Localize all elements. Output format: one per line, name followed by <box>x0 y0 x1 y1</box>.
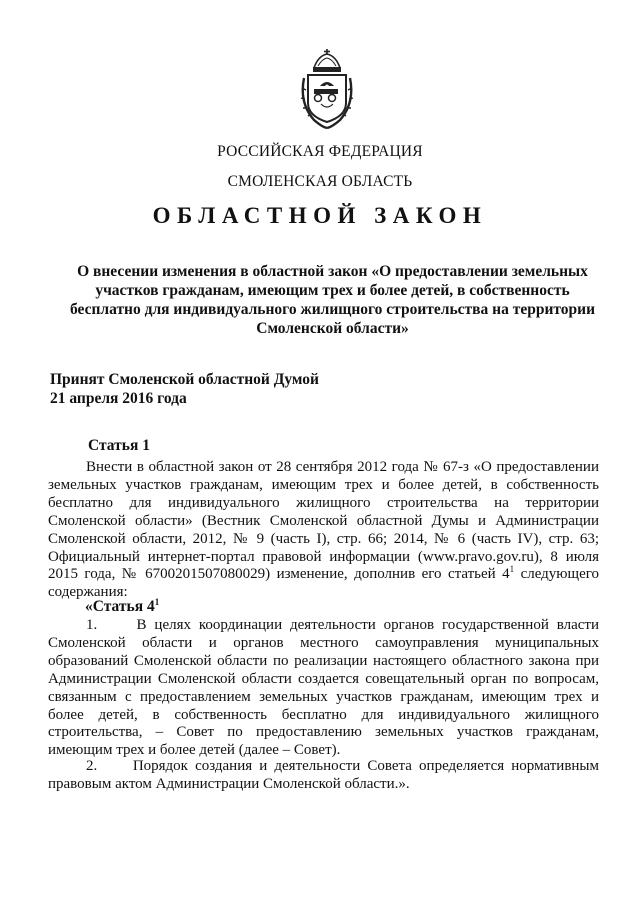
article-1-heading: Статья 1 <box>88 437 150 454</box>
country-name: РОССИЙСКАЯ ФЕДЕРАЦИЯ <box>217 143 423 160</box>
new-article-heading-sup: 1 <box>154 596 160 607</box>
adoption-date: 21 апреля 2016 года <box>50 390 187 407</box>
law-title: О внесении изменения в областной закон «О предоставлении земельных участков гражданам, имеющим трех и более детей, в собственность бесплатно для индивидуального жилищного строительства на территории Смоленской области» <box>69 263 596 337</box>
region-name: СМОЛЕНСКАЯ ОБЛАСТЬ <box>227 173 413 190</box>
adoption-block <box>50 370 319 408</box>
new-article-heading <box>85 598 159 616</box>
article-1-text-sup: 1 <box>509 564 515 575</box>
new-article-paragraph-2: 2. Порядок создания и деятельности Совета определяется нормативным правовым актом Администрации Смоленской области.». <box>48 758 599 792</box>
document-type: ОБЛАСТНОЙ ЗАКОН <box>152 203 488 228</box>
article-1-text-tail: следующего содержания: <box>48 566 599 601</box>
new-article-heading-text: «Статья 4 <box>85 598 155 615</box>
smolensk-coat-of-arms-icon <box>296 48 358 130</box>
new-article-paragraph-1: 1. В целях координации деятельности органов государственной власти Смоленской области и органов местного самоуправления муниципальных образований Смоленской области по реализации настоящего областного закона при Администрации Смоленской области создается совещательный орган по вопросам, связанным с предоставлением земельных участков гражданам, имеющим трех и более детей, в собственность бесплатно для индивидуального жилищного строительства, – Совет по предоставлению земельных участков гражданам, имеющим трех и более детей (далее – Совет). <box>48 617 599 759</box>
article-1-text <box>48 459 599 602</box>
article-1-text-main: Внести в областной закон от 28 сентября 2012 года № 67-з «О предоставлении земельных участков гражданам, имеющим трех и более детей, в собственность бесплатно для индивидуального жилищного строительства на территории Смоленской области» (Вестник Смоленской областной Думы и Администрации Смоленской области, 2012, № 9 (часть I), стр. 66; 2014, № 6 (часть IV), стр. 63; Официальный интернет-портал правовой информации (www.pravo.gov.ru), 8 июля 2015 года, № 6700201507080029) изменение, дополнив его статьей 4 <box>48 459 599 583</box>
adoption-line: Принят Смоленской областной Думой <box>50 371 319 388</box>
